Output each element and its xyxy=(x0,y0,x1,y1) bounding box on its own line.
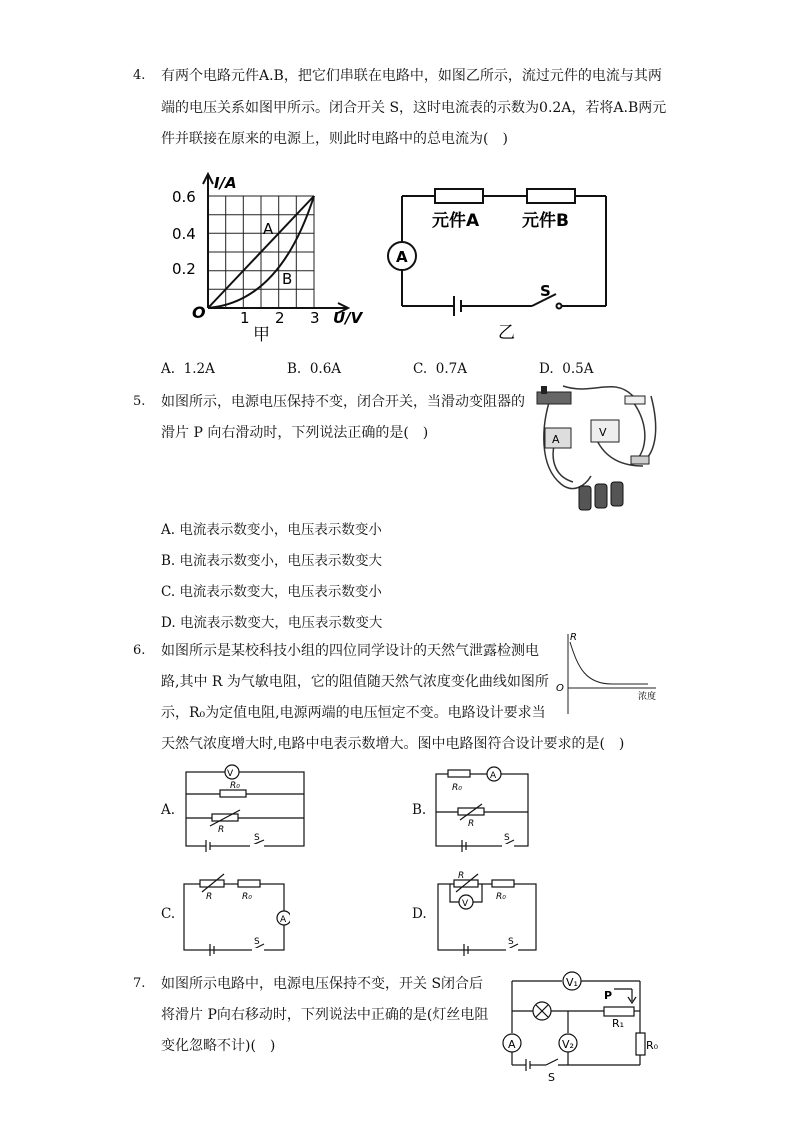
q6-d-r0: R₀ xyxy=(496,892,506,902)
q6-option-a-label[interactable]: A. xyxy=(161,802,176,818)
q7-line-2: 将滑片 P向右移动时，下列说法中正确的是(灯丝电阻 xyxy=(161,1007,489,1023)
q7-line-1: 如图所示电路中，电源电压保持不变，开关 S闭合后 xyxy=(161,976,484,992)
q7-slider: P xyxy=(604,989,613,1002)
switch-icon xyxy=(631,456,649,464)
q6-b-r: R xyxy=(468,819,475,829)
q6-d-meter: V xyxy=(462,899,469,909)
y-tick-04: 0.4 xyxy=(172,225,196,243)
q6-line-3: 示，R₀为定值电阻,电源两端的电压恒定不变。电路设计要求当 xyxy=(161,705,546,721)
switch-label: S xyxy=(540,282,551,300)
q7-ammeter: A xyxy=(508,1038,516,1051)
battery-cell-icon xyxy=(579,486,591,510)
q7-r1: R₁ xyxy=(612,1017,625,1030)
battery-cell-icon xyxy=(611,482,623,506)
series-circuit xyxy=(380,182,620,347)
battery-icon xyxy=(625,396,645,404)
q6-a-r: R xyxy=(218,825,225,835)
q6-line-1: 如图所示是某校科技小组的四位同学设计的天然气泄露检测电 xyxy=(161,643,539,659)
q6-d-r: R xyxy=(458,871,465,881)
q5-line-2: 滑片 P 向右滑动时，下列说法正确的是( ) xyxy=(161,425,429,441)
curve-x-label: 浓度 xyxy=(638,692,657,702)
q6-a-r0: R₀ xyxy=(230,781,240,791)
q5-option-c[interactable]: C. 电流表示数变大，电压表示数变小 xyxy=(161,584,382,600)
q5-number: 5. xyxy=(133,394,146,409)
element-b-label: 元件B xyxy=(522,211,569,231)
q5-line-1: 如图所示，电源电压保持不变，闭合开关，当滑动变阻器的 xyxy=(161,394,525,410)
q4-number: 4. xyxy=(133,68,146,83)
x-tick-3: 3 xyxy=(310,309,320,327)
q6-c-switch: S xyxy=(254,937,260,947)
battery-cell-icon xyxy=(595,484,607,508)
q6-line-4: 天然气浓度增大时,电路中电表示数增大。图中电路图符合设计要求的是( ) xyxy=(161,736,625,752)
q6-number: 6. xyxy=(133,643,146,658)
photo-ammeter-label: A xyxy=(552,433,560,446)
x-tick-2: 2 xyxy=(275,309,285,327)
q6-c-meter: A xyxy=(280,915,287,925)
q4-line-1: 有两个电路元件A.B，把它们串联在电路中，如图乙所示，流过元件的电流与其两 xyxy=(161,68,662,84)
q6-c-r: R xyxy=(206,892,213,902)
q6-option-b-label[interactable]: B. xyxy=(412,802,427,818)
q7-switch: S xyxy=(548,1071,555,1084)
q6-circuit-a xyxy=(180,762,310,854)
y-axis-label: I/A xyxy=(214,174,237,192)
q4-line-2: 端的电压关系如图甲所示。闭合开关 S，这时电流表的示数为0.2A，若将A.B两元 xyxy=(161,100,667,116)
q6-d-switch: S xyxy=(508,937,514,947)
q6-b-r0: R₀ xyxy=(452,783,462,793)
q4-line-3: 件并联接在原来的电源上，则此时电路中的总电流为( ) xyxy=(161,131,508,147)
curve-origin: O xyxy=(556,683,564,694)
q7-circuit xyxy=(494,965,670,1085)
curve-y-label: R xyxy=(570,632,577,643)
origin-label: O xyxy=(192,303,206,322)
q4-option-b[interactable]: B. 0.6A xyxy=(287,361,342,377)
q5-option-a[interactable]: A. 电流表示数变小，电压表示数变小 xyxy=(161,522,382,538)
q4-option-a[interactable]: A. 1.2A xyxy=(161,361,215,377)
q4-option-c[interactable]: C. 0.7A xyxy=(413,361,467,377)
q7-line-3: 变化忽略不计)( ) xyxy=(161,1038,276,1054)
q6-circuit-c xyxy=(180,866,290,956)
q7-number: 7. xyxy=(133,976,146,991)
q6-circuit-d xyxy=(432,866,542,956)
iv-graph xyxy=(170,168,375,348)
x-tick-1: 1 xyxy=(240,309,250,327)
x-axis-label: U/V xyxy=(333,309,363,327)
q6-line-2: 路,其中 R 为气敏电阻，它的阻值随天然气浓度变化曲线如图所 xyxy=(161,674,549,690)
element-a-label: 元件A xyxy=(432,211,480,231)
ammeter-label: A xyxy=(396,248,408,266)
y-tick-02: 0.2 xyxy=(172,260,196,278)
q7-v2: V₂ xyxy=(562,1038,574,1051)
q6-b-meter: A xyxy=(490,771,497,781)
circuit-caption: 乙 xyxy=(498,323,515,343)
q5-option-b[interactable]: B. 电流表示数变小，电压表示数变大 xyxy=(161,553,383,569)
q6-a-meter: V xyxy=(227,769,234,779)
resistance-curve xyxy=(552,628,664,720)
q7-v1: V₁ xyxy=(566,976,578,989)
q6-circuit-b xyxy=(432,764,532,854)
photo-voltmeter-label: V xyxy=(599,426,607,439)
q7-r0: R₀ xyxy=(646,1039,659,1052)
curve-a-label: A xyxy=(263,220,274,238)
apparatus-photo xyxy=(533,366,663,516)
q6-option-d-label[interactable]: D. xyxy=(412,906,427,922)
graph-caption: 甲 xyxy=(253,325,270,345)
q5-option-d[interactable]: D. 电流表示数变大，电压表示数变大 xyxy=(161,615,383,631)
q6-c-r0: R₀ xyxy=(242,892,252,902)
q6-b-switch: S xyxy=(504,833,510,843)
q6-a-switch: S xyxy=(254,833,260,843)
q6-option-c-label[interactable]: C. xyxy=(161,906,176,922)
curve-b-label: B xyxy=(282,270,293,288)
y-tick-06: 0.6 xyxy=(172,188,196,206)
q4-option-d[interactable]: D. 0.5A xyxy=(539,361,594,377)
